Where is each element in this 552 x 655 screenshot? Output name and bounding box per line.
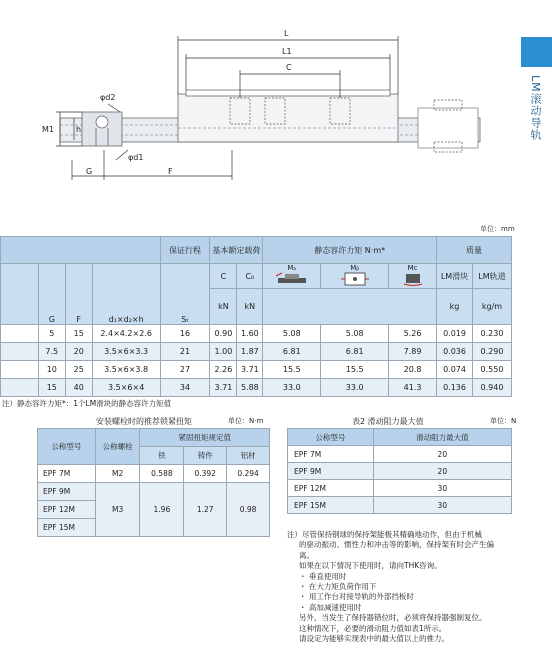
technical-drawing [0, 0, 520, 190]
table-row: 5 15 2.4×4.2×2.6 16 0.90 1.60 5.08 5.08 5.26 0.019 0.230 [1, 325, 512, 343]
dim-h: h [76, 125, 82, 134]
hdr-d1d2h: d₁×d₂×h [92, 264, 160, 325]
table-row: EPF 7M 20 [288, 446, 512, 463]
note-line: ・ 用工作台对接导轨的外部挡板时 [299, 592, 414, 602]
hdr-lm-rail: LM轨道 [472, 264, 511, 289]
table-row: EPF 15M [38, 519, 270, 537]
table-row: 15 40 3.5×6×4 34 3.71 5.88 33.0 33.0 41.3 0.136 0.940 [1, 379, 512, 397]
torque-table-unit: 单位：N·m [228, 417, 264, 425]
hdr-MA: Mₐ [263, 264, 321, 289]
resistance-table: 公称型号 滑动阻力最大值 EPF 7M 20 EPF 9M 20 EPF 12M 30 EPF 15M 30 [287, 428, 512, 514]
hdr-guarantee: 保证行程 [160, 237, 210, 264]
resistance-table-title: 表2 滑动阻力最大值 [352, 417, 424, 426]
hdr-kN2: kN [237, 289, 263, 325]
table-row: EPF 12M 30 [288, 480, 512, 497]
hdr-G: G [38, 264, 65, 325]
dim-F: F [168, 167, 173, 176]
hdr-C: C [210, 264, 237, 289]
note-line: ・ 在大力矩负荷作用下 [299, 582, 377, 592]
dim-d2: φd2 [100, 93, 116, 102]
table-row: EPF 15M 30 [288, 497, 512, 514]
moment-a-icon [272, 272, 312, 286]
hdr-static-moment: 静态容许力矩 N·m* [263, 237, 437, 264]
table-row: EPF 12M [38, 501, 270, 519]
resistance-table-unit: 单位：N [490, 417, 517, 425]
note-line: 另外，当发生了保持器错位时，必须将保持器强制复位。 [299, 613, 487, 623]
notes-block [287, 530, 517, 644]
dim-C: C [286, 63, 292, 72]
hdr-MC: Mc [389, 264, 437, 289]
note-line: 注）尽管保持钢球的保持架能极其精确地动作，但由于机械 [287, 530, 482, 539]
dim-M1: M1 [42, 125, 54, 134]
hdr-S: Sₜ [160, 264, 210, 325]
hdr-kN: kN [210, 289, 237, 325]
note-line: 如果在以下情况下使用时，请向THK咨询。 [299, 561, 442, 571]
table-row: 7.5 20 3.5×6×3.3 21 1.00 1.87 6.81 6.81 7.89 0.036 0.290 [1, 343, 512, 361]
hdr-lm-block: LM滑块 [437, 264, 473, 289]
moment-c-icon [398, 272, 428, 286]
side-tab-bar [521, 37, 552, 67]
lm-block [178, 94, 398, 142]
side-tab [521, 37, 552, 175]
hdr-kg: kg [437, 289, 473, 325]
note-line: ・ 高加减速使用时 [299, 602, 362, 612]
note-line: 离。 [299, 550, 314, 560]
main-spec-table [0, 236, 512, 397]
dim-L1: L1 [282, 47, 292, 56]
hdr-mass: 质量 [437, 237, 512, 264]
dim-L: L [284, 29, 289, 38]
main-table-note: 注）静态容许力矩*：1个LM滑块的静态容许力矩值 [2, 399, 172, 408]
side-tab-label: LM滚动导轨 [529, 75, 542, 141]
note-line: ・ 垂直使用时 [299, 571, 347, 581]
dim-G: G [86, 167, 93, 176]
note-line: 这种情况下，必要的滑动阻力值如表1所示。 [299, 623, 447, 633]
torque-table-title: 安装螺栓时的推荐锁紧扭矩 [96, 417, 192, 426]
hdr-rated-load: 基本额定载荷 [210, 237, 263, 264]
hdr-F: F [65, 264, 92, 325]
note-line: 请设定为能够实现表中的最大值以上的推力。 [299, 634, 449, 644]
moment-b-icon [335, 272, 375, 286]
table-row: EPF 9M 20 [288, 463, 512, 480]
hdr-C0: C₀ [237, 264, 263, 289]
main-table-unit: 单位：mm [480, 225, 515, 233]
note-line: 的驱动振动、惯性力和冲击等的影响，保持架有时会产生偏 [299, 540, 494, 550]
hdr-kgm: kg/m [472, 289, 511, 325]
table-row: EPF 9M M3 1.96 1.27 0.98 [38, 483, 270, 501]
hdr-MB: Mᵦ [321, 264, 389, 289]
torque-table: 公称型号 公称螺栓 紧固扭矩规定值 铁 铸件 铝材 EPF 7M M2 0.588 0.392 0.294 EPF 9M M3 1.96 1.27 0.98 EPF 12M EPF 15M [37, 428, 270, 537]
table-row: 10 25 3.5×6×3.8 27 2.26 3.71 15.5 15.5 20.8 0.074 0.550 [1, 361, 512, 379]
dim-d1: φd1 [128, 153, 144, 162]
table-row: EPF 7M M2 0.588 0.392 0.294 [38, 465, 270, 483]
